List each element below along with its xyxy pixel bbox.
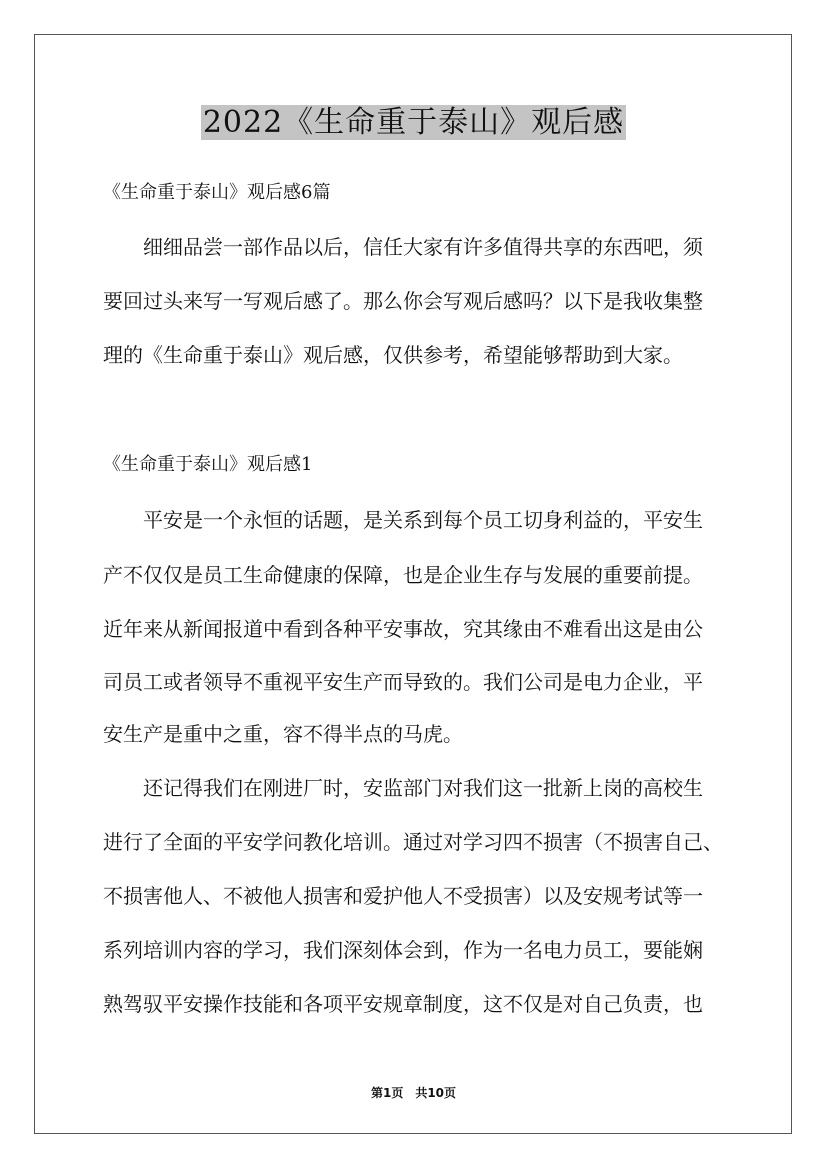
paragraph-line: 平安是一个永恒的话题，是关系到每个员工切身利益的，平安生 bbox=[143, 508, 703, 532]
paragraph-line: 不损害他人、不被他人损害和爱护他人不受损害）以及安规考试等一 bbox=[103, 884, 703, 908]
paragraph-line: 进行了全面的平安学问教化培训。通过对学习四不损害（不损害自己、 bbox=[103, 830, 723, 854]
document-subtitle: 《生命重于泰山》观后感6篇 bbox=[103, 182, 331, 203]
section-heading: 《生命重于泰山》观后感1 bbox=[103, 454, 313, 475]
paragraph-line: 产不仅仅是员工生命健康的保障，也是企业生存与发展的重要前提。 bbox=[103, 563, 703, 587]
paragraph-line: 近年来从新闻报道中看到各种平安事故，究其缘由不难看出这是由公 bbox=[103, 617, 703, 641]
paragraph-line: 系列培训内容的学习，我们深刻体会到，作为一名电力员工，要能娴 bbox=[103, 938, 703, 962]
intro-line: 理的《生命重于泰山》观后感，仅供参考，希望能够帮助到大家。 bbox=[103, 343, 683, 367]
document-title bbox=[0, 103, 827, 143]
paragraph-line: 熟驾驭平安操作技能和各项平安规章制度，这不仅是对自己负责，也 bbox=[103, 992, 703, 1016]
paragraph-line: 还记得我们在刚进厂时，安监部门对我们这一批新上岗的高校生 bbox=[143, 776, 703, 800]
document-title-text: 2022《生命重于泰山》观后感 bbox=[202, 105, 625, 140]
paragraph-line: 安生产是重中之重，容不得半点的马虎。 bbox=[103, 722, 463, 746]
paragraph-line: 司员工或者领导不重视平安生产而导致的。我们公司是电力企业，平 bbox=[103, 670, 703, 694]
intro-line: 细细品尝一部作品以后，信任大家有许多值得共享的东西吧，须 bbox=[143, 235, 703, 259]
intro-line: 要回过头来写一写观后感了。那么你会写观后感吗？以下是我收集整 bbox=[103, 289, 703, 313]
page-footer: 第1页 共10页 bbox=[370, 1086, 457, 1100]
